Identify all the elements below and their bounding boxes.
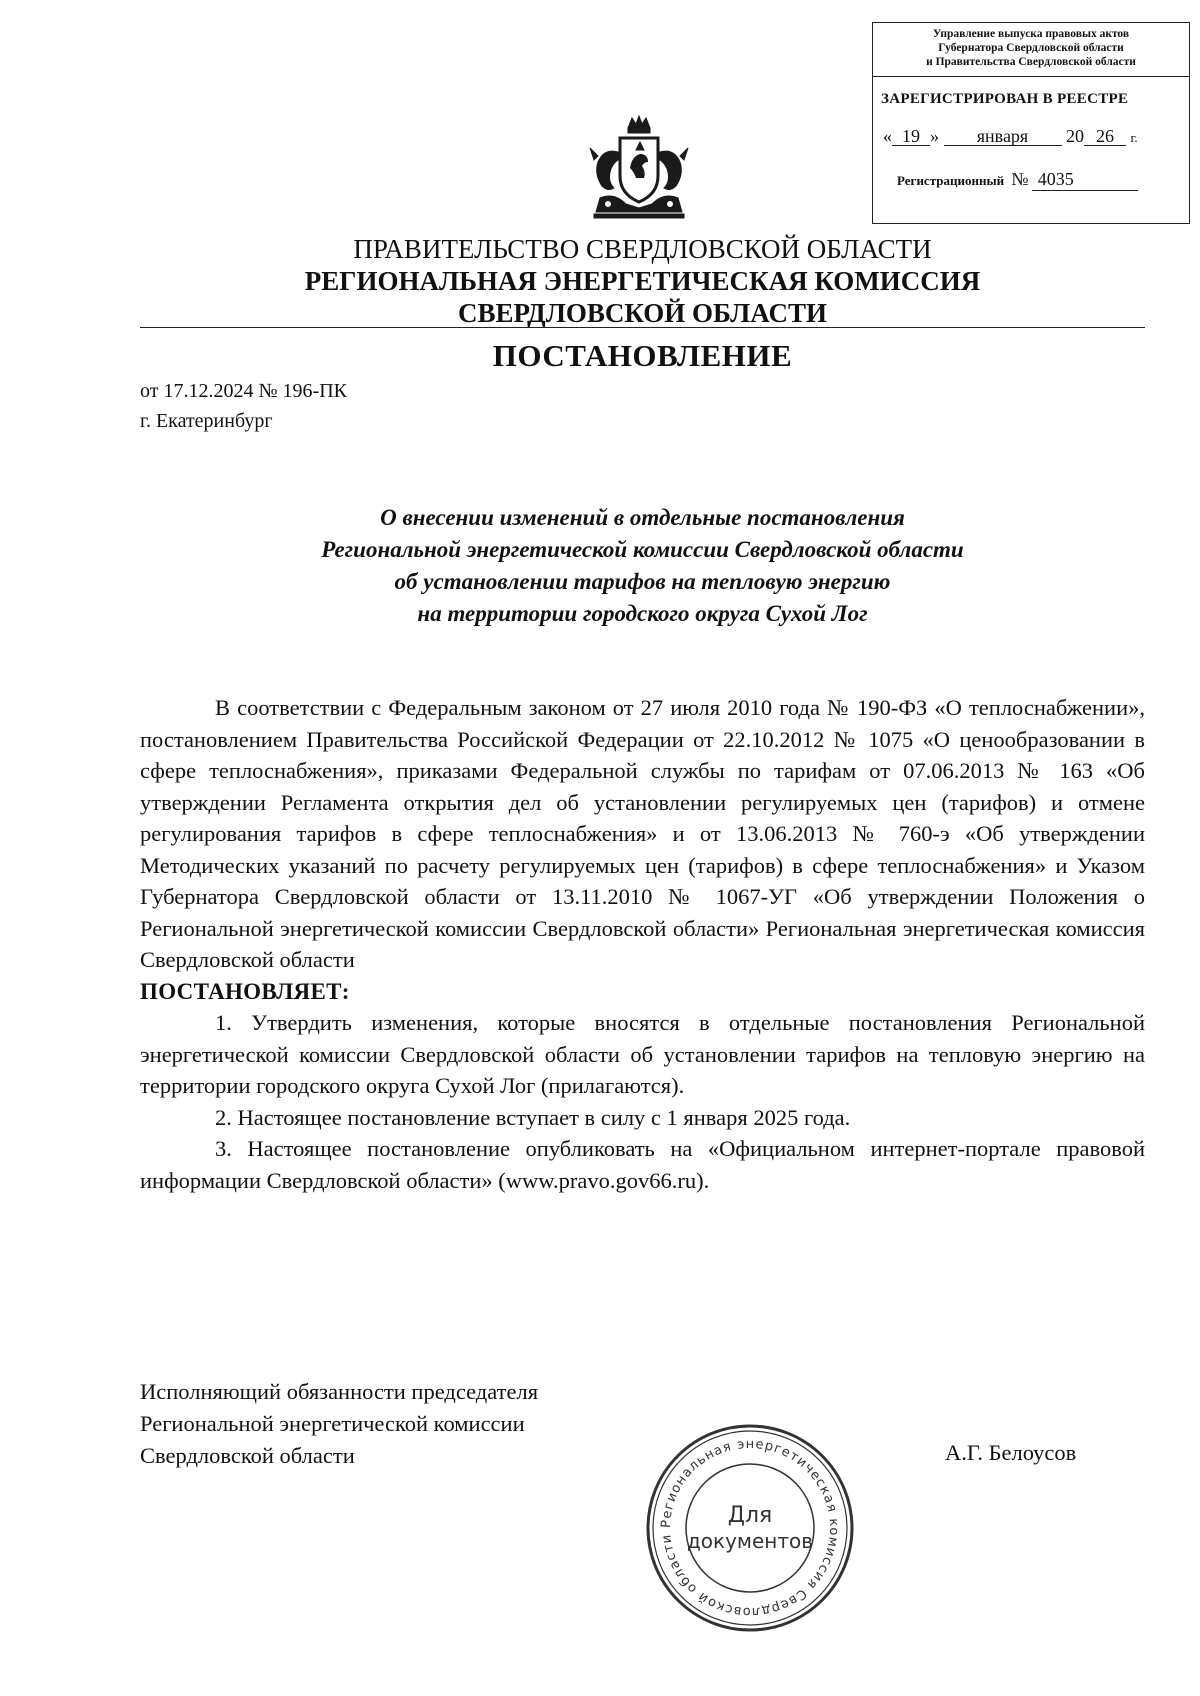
registry-stamp — [872, 22, 1190, 224]
registry-number-label: Регистрационный — [897, 173, 1005, 188]
signatory-name: А.Г. Белоусов — [945, 1440, 1077, 1465]
seal-ring-text: Региональная энергетическая комиссия Свердловской области — [658, 1436, 842, 1620]
document-date-number: от 17.12.2024 № 196-ПК — [140, 380, 348, 402]
registry-number-sign: № — [1011, 169, 1029, 189]
registry-number-row — [897, 169, 1189, 191]
registry-number: 4035 — [1032, 169, 1138, 191]
registry-date-open-quote: « — [883, 126, 892, 146]
document-body — [140, 692, 1145, 1196]
registry-department-line: и Правительства Свердловской области — [926, 56, 1136, 68]
coat-of-arms-icon — [574, 112, 704, 224]
title-line: об установлении тарифов на тепловую энергию — [394, 569, 891, 594]
decree-word: ПОСТАНОВЛЯЕТ: — [140, 978, 350, 1004]
item-3-paragraph: 3. Настоящее постановление опубликовать на «Официальном интернет-портале правовой информации Свердловской области» (www.pravo.gov66.ru). — [140, 1136, 1145, 1193]
item-1-paragraph: 1. Утвердить изменения, которые вносятся в отдельные постановления Региональной энергетической комиссии Свердловской области об установлении тарифов на тепловую энергию на территории городского округа Сухой Лог (прилагаются). — [140, 1010, 1145, 1098]
document-city: г. Екатеринбург — [140, 410, 273, 432]
preamble-paragraph: В соответствии с Федеральным законом от 27 июля 2010 года № 190-ФЗ «О теплоснабжении», постановлением Правительства Российской Федерации от 22.10.2012 № 1075 «О ценообразовании в сфере теплоснабжения», приказами Федеральной службы по тарифам от 07.06.2013 № 163 «Об утверждении Регламента открытия дел об установлении регулируемых цен (тарифов) и отмене регулирования тарифов в сфере теплоснабжения» и от 13.06.2013 № 760-э «Об утверждении Методических указаний по расчету регулируемых цен (тарифов) в сфере теплоснабжения» и Указом Губернатора Свердловской области от 13.11.2010 № 1067-УГ «Об утверждении Положения о Региональной энергетической комиссии Свердловской области» Региональная энергетическая комиссия Свердловской области — [140, 695, 1145, 972]
registry-department-line: Управление выпуска правовых актов — [932, 28, 1130, 40]
government-name: ПРАВИТЕЛЬСТВО СВЕРДЛОВСКОЙ ОБЛАСТИ — [353, 234, 932, 264]
signatory-position-line: Свердловской области — [140, 1443, 355, 1468]
registry-date-year-suffix: 26 — [1084, 127, 1126, 146]
registry-department-line: Губернатора Свердловской области — [938, 42, 1124, 54]
seal-center-line-1: Для — [727, 1503, 773, 1528]
title-line: О внесении изменений в отдельные постановления — [380, 505, 905, 530]
registry-date-day: 19 — [892, 127, 930, 146]
registry-department — [873, 23, 1189, 77]
registry-date-year-prefix: 20 — [1066, 126, 1084, 146]
registry-registered-label: ЗАРЕГИСТРИРОВАН В РЕЕСТРЕ — [881, 91, 1129, 107]
seal-center-line-2: документов — [686, 1529, 814, 1553]
title-line: Региональной энергетической комиссии Свердловской области — [321, 537, 964, 562]
commission-name: РЕГИОНАЛЬНАЯ ЭНЕРГЕТИЧЕСКАЯ КОМИССИЯ — [304, 266, 981, 296]
registry-date-month: января — [944, 127, 1062, 146]
registry-date — [883, 126, 1189, 147]
commission-region: СВЕРДЛОВСКОЙ ОБЛАСТИ — [458, 298, 827, 328]
title-line: на территории городского округа Сухой Лог — [417, 601, 868, 626]
registry-date-year-abbr: г. — [1130, 130, 1138, 145]
official-seal-icon — [644, 1422, 856, 1634]
document-type: ПОСТАНОВЛЕНИЕ — [492, 338, 793, 373]
signatory-position-line: Региональной энергетической комиссии — [140, 1411, 525, 1436]
signatory-position — [140, 1376, 538, 1472]
item-2-paragraph: 2. Настоящее постановление вступает в силу с 1 января 2025 года. — [215, 1104, 851, 1130]
signatory-position-line: Исполняющий обязанности председателя — [140, 1379, 539, 1404]
registry-date-close-quote: » — [930, 126, 939, 146]
header-divider — [140, 327, 1145, 328]
document-title — [140, 502, 1145, 630]
